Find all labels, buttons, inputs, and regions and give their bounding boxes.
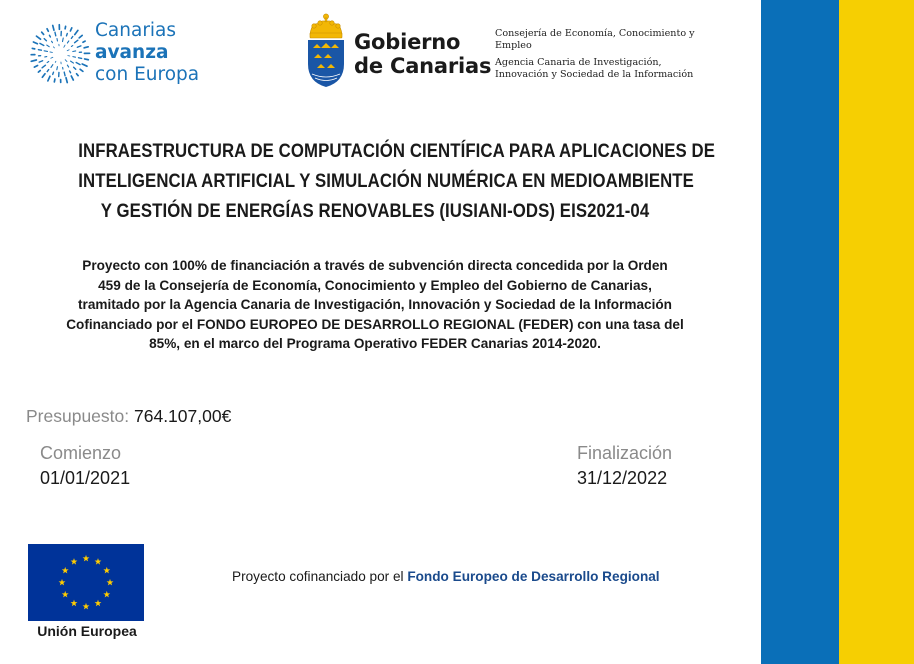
funding-description	[30, 256, 720, 354]
logo-dash	[75, 40, 78, 43]
logo-dash	[36, 36, 40, 39]
logo-dash	[66, 34, 67, 36]
logo-dash	[84, 47, 88, 48]
logo-dash	[64, 72, 65, 76]
logo-dash	[71, 76, 73, 80]
coat-of-arms-icon	[305, 12, 347, 88]
eu-flag-icon	[28, 544, 144, 621]
logo-dash	[71, 46, 72, 47]
yellow-stripe	[839, 0, 914, 664]
logo-dash	[79, 58, 82, 59]
logo-line-canarias: Canarias	[95, 20, 177, 41]
logo-dash	[38, 71, 40, 73]
gobierno-line2: de Canarias	[354, 54, 492, 78]
logo-dash	[34, 65, 37, 67]
consejeria-line1: Consejería de Economía, Conocimiento y	[495, 28, 695, 39]
logo-line-europa: con Europa	[95, 64, 200, 85]
logo-dash	[85, 59, 89, 60]
logo-dash	[57, 67, 58, 70]
title-line3: Y GESTIÓN DE ENERGÍAS RENOVABLES (IUSIANI-ODS) EIS2021-04	[100, 200, 650, 222]
cofinanced-prefix: Proyecto cofinanciado por el	[232, 569, 404, 584]
start-date-label: Comienzo	[40, 443, 122, 463]
logo-dash	[74, 67, 76, 69]
logo-dash	[44, 51, 47, 52]
logo-dash	[64, 45, 65, 47]
logo-dash	[70, 28, 71, 31]
logo-dash	[55, 61, 56, 62]
logo-dash	[51, 65, 53, 68]
blue-stripe	[761, 0, 839, 664]
logo-dash	[44, 39, 46, 41]
logo-dash	[77, 74, 79, 76]
logo-dash	[63, 38, 64, 41]
description-line3: tramitado por la Agencia Canaria de Investigación, Innovación y Sociedad de la Información	[78, 297, 672, 312]
logo-dash	[53, 72, 54, 74]
logo-dash	[76, 63, 80, 65]
logo-dash	[42, 32, 44, 34]
logo-dash	[65, 26, 66, 28]
budget-label: Presupuesto:	[26, 406, 130, 426]
logo-dash	[31, 60, 36, 61]
logo-dash	[55, 32, 56, 36]
gobierno-de-canarias-logo	[354, 30, 491, 78]
logo-dash	[67, 41, 68, 43]
logo-dash	[48, 76, 50, 81]
logo-dash	[67, 65, 68, 67]
start-date-value: 01/01/2021	[40, 468, 131, 488]
logo-dash	[80, 69, 83, 71]
logo-dash	[47, 70, 48, 72]
logo-dash	[53, 25, 54, 30]
logo-dash	[42, 65, 45, 68]
logo-dash	[50, 52, 52, 53]
logo-dash	[40, 43, 44, 45]
logo-dash	[71, 36, 72, 38]
consejeria-line2: Empleo	[495, 39, 532, 51]
logo-dash	[65, 60, 67, 62]
eu-label: Unión Europea	[37, 623, 137, 639]
logo-dash	[47, 29, 48, 31]
description-line2: 459 de la Consejería de Economía, Conocimiento y Empleo del Gobierno de Canarias,	[98, 277, 652, 293]
fund-name: Fondo Europeo de Desarrollo Regional	[407, 569, 660, 584]
logo-dash	[66, 78, 67, 83]
description-line5: 85%, en el marco del Programa Operativo FEDER Canarias 2014-2020.	[149, 336, 601, 351]
end-date-label: Finalización	[577, 443, 673, 463]
logo-dash	[33, 42, 37, 44]
agencia-line2: Innovación y Sociedad de la Información	[495, 68, 694, 80]
logo-dash	[53, 47, 54, 48]
logo-dash	[49, 35, 50, 37]
dotted-circle-logo-icon	[28, 22, 92, 86]
logo-dash	[39, 61, 42, 62]
logo-dash	[51, 57, 53, 58]
logo-dash	[47, 61, 49, 62]
logo-dash	[83, 41, 85, 42]
logo-dash	[79, 35, 82, 38]
logo-dash	[38, 50, 41, 51]
canarias-avanza-logo	[95, 20, 199, 86]
title-line1: INFRAESTRUCTURA DE COMPUTACIÓN CIENTÍFICA PARA APLICACIONES DE	[78, 140, 715, 162]
end-date-value: 31/12/2022	[577, 468, 668, 488]
gobierno-line1: Gobierno	[354, 30, 461, 54]
logo-dash	[54, 79, 55, 82]
logo-dash	[82, 64, 87, 66]
description-line1: Proyecto con 100% de financiación a través de subvención directa concedida por la Orden	[82, 258, 668, 273]
logo-line-avanza: avanza	[95, 42, 169, 63]
logo-dash	[52, 41, 53, 42]
project-title	[78, 136, 715, 226]
description-line4: Cofinanciado por el FONDO EUROPEO DE DESARROLLO REGIONAL (FEDER) con una tasa del	[66, 316, 684, 332]
budget	[26, 405, 231, 427]
logo-dash	[73, 51, 76, 52]
logo-dash	[67, 50, 69, 51]
logo-dash	[77, 46, 81, 47]
logo-dash	[47, 45, 49, 47]
logo-dash	[42, 74, 45, 78]
title-line2: INTELIGENCIA ARTIFICIAL Y SIMULACIÓN NUMÉRICA EN MEDIOAMBIENTE	[78, 170, 694, 192]
agencia-line1: Agencia Canaria de Investigación,	[495, 57, 662, 68]
logo-dash	[73, 57, 76, 58]
logo-dash	[71, 61, 74, 63]
logo-dash	[75, 30, 78, 34]
consejeria-text	[495, 28, 725, 80]
budget-value: 764.107,00€	[134, 406, 232, 426]
logo-dash	[70, 71, 71, 73]
cofinanced-note	[232, 568, 660, 586]
